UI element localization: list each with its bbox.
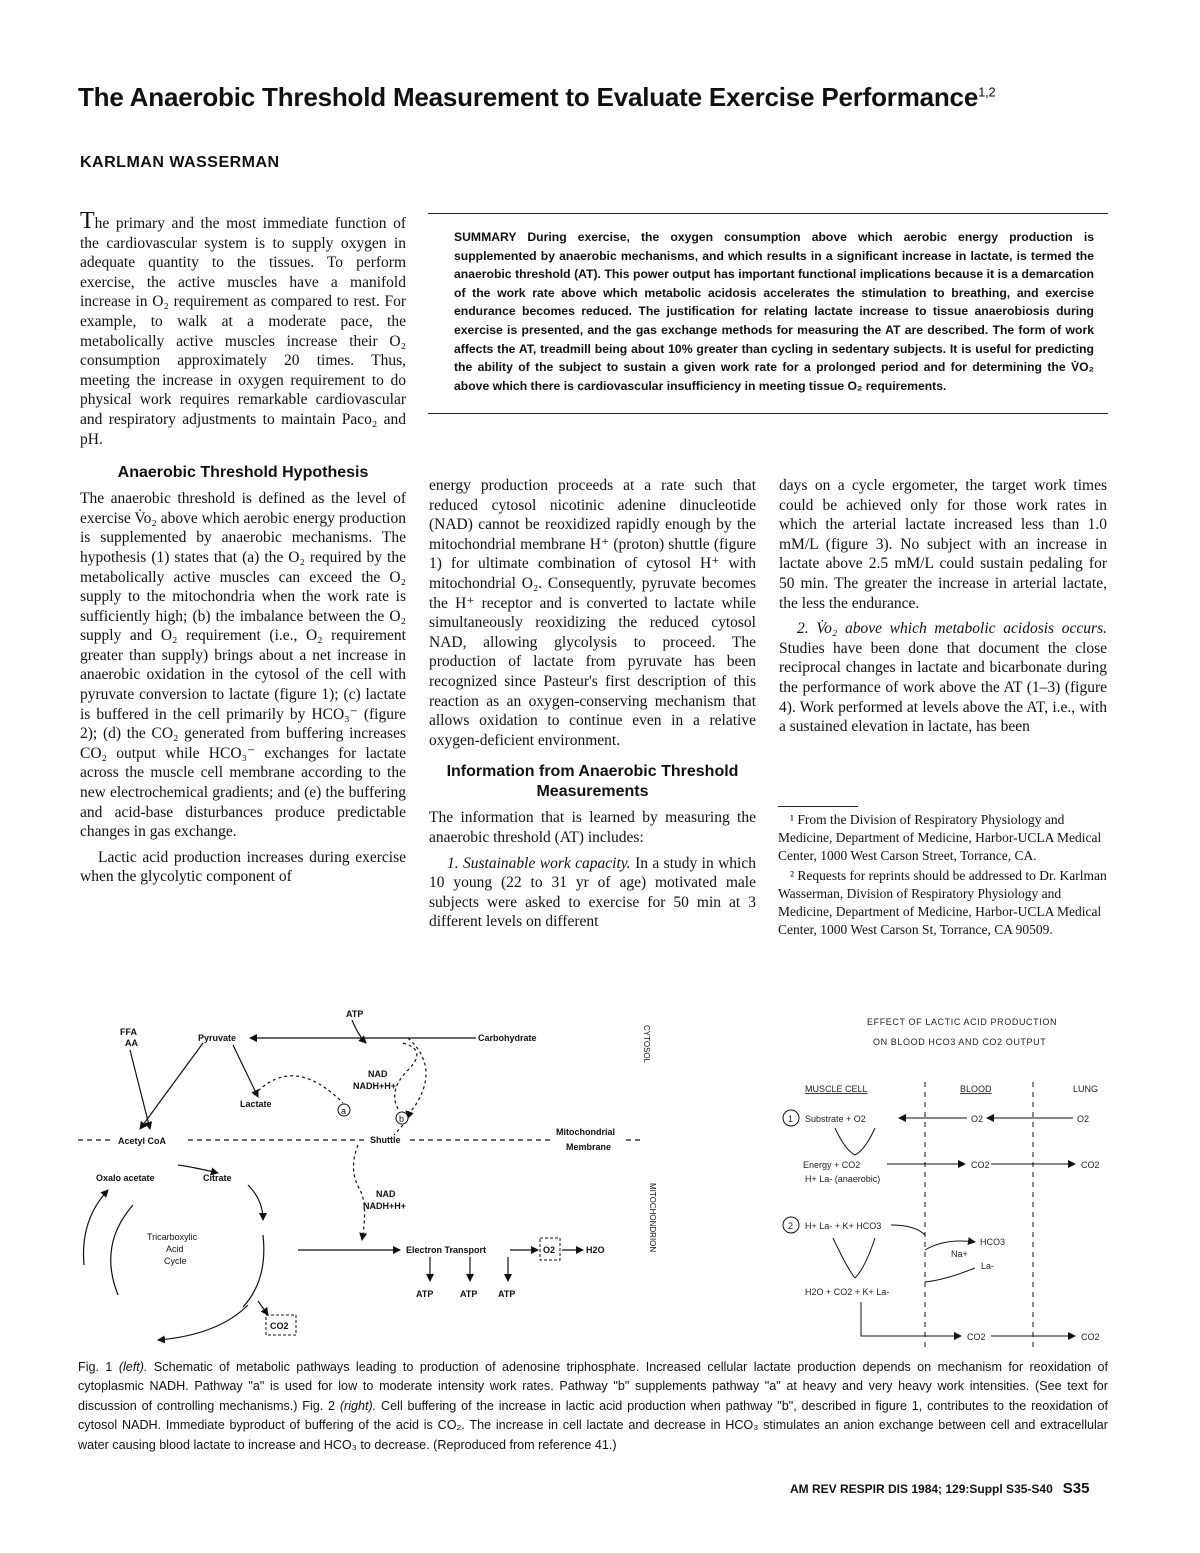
paragraph-hypothesis: The anaerobic threshold is defined as the level of exercise V̇o₂ above which aerobic energy production is supplemented by anaerobic mechanisms. The hypothesis (1) states that (a) the O₂ required by the metabolically active muscles can exceed the O₂ supply to the mitochondria when the work rate is sufficiently high; (b) the imbalance between the O₂ supply and O₂ requirement (i.e., O₂ requirement greater than supply) brings about a net increase in anaerobic oxidation in the cytosol of the cell with pyruvate conversion to lactate (figure 1); (c) lactate is buffered in the cell primarily by HCO₃⁻ (figure 2); (d) the CO₂ generated from buffering increases CO₂ output while HCO₃⁻ exchanges for lactate across the muscle cell membrane according to the new electrochemical gradients; and (e) the buffering and acid-base disturbances produce predictable changes in gas exchange. bbox=[80, 490, 406, 841]
fig1-tca-label-1: Tricarboxylic bbox=[147, 1232, 198, 1242]
fig2-blood-o2-label: O2 bbox=[971, 1114, 984, 1124]
paragraph-lactic-acid: Lactic acid production increases during exercise when the glycolytic component of bbox=[80, 848, 406, 886]
fig1-oxaloacetate-label: Oxalo acetate bbox=[96, 1173, 155, 1183]
figure-1-metabolic-pathways bbox=[78, 1005, 668, 1350]
fig1-nad-bottom-label: NAD bbox=[376, 1189, 396, 1199]
summary-text: SUMMARY During exercise, the oxygen consumption above which aerobic energy production is supplemented by anaerobic mechanisms, and which results in a significant increase in lactate, is termed the anaerobic threshold (AT). This power output has important functional implications because it is a demarcation of the work rate above which metabolic acidosis accelerates the stimulation to breathing, and exercise endurance becomes reduced. The justification for relating lactate increase to tissue anaerobiosis during exercise is presented, and the gas exchange methods for measuring the AT are described. The form of work affects the AT, treadmill being about 10% greater than cycling in sedentary subjects. It is useful for predicting the ability of the subject to sustain a given work rate for a prolonged period and for determining the V̇O₂ above which there is cardiovascular insufficiency in meeting tissue O₂ requirements. bbox=[454, 230, 1094, 393]
fig1-pyruvate-acetyl-arrow bbox=[140, 1043, 203, 1129]
fig2-h2o-co2-label: H2O + CO2 + K+ La- bbox=[805, 1287, 890, 1297]
caption-fig2-lead: Fig. 2 bbox=[302, 1398, 340, 1413]
paragraph-energy-production: energy production proceeds at a rate such that reduced cytosol nicotinic adenine dinucleotide (NAD) cannot be reoxidized rapidly enough by the mitochondrial membrane H⁺ (proton) shuttle (figure 1) for ultimate combination of cytosol H⁺ with mitochondrial O₂. Consequently, pyruvate becomes the H⁺ receptor and is converted to lactate while simultaneously reoxidizing the reduced cytosol NAD, allowing glycolysis to proceed. The production of lactate from pyruvate has been recognized since Pasteur's first description of this reaction as an oxygen-conserving mechanism that allows oxidation to continue even in a relative oxygen-deficient environment. bbox=[429, 477, 756, 749]
heading-information: Information from Anaerobic Threshold Measurements bbox=[446, 763, 739, 801]
fig1-cytosol-label: CYTOSOL bbox=[642, 1025, 651, 1064]
paragraph-sustainable-work bbox=[429, 854, 756, 932]
fig1-nadh-to-shuttle bbox=[406, 1038, 426, 1112]
paper-title bbox=[78, 82, 1138, 113]
fig2-na-label: Na+ bbox=[951, 1249, 968, 1259]
fig1-path-b-label: b bbox=[399, 1114, 405, 1124]
fig2-step-2-label: 2 bbox=[788, 1221, 794, 1231]
fig1-electron-transport-label: Electron Transport bbox=[406, 1245, 487, 1255]
fig2-buffer-branch-right bbox=[855, 1238, 875, 1278]
fig2-muscle-cell-header: MUSCLE CELL bbox=[805, 1084, 868, 1094]
fig2-substrate-branch-left bbox=[835, 1128, 855, 1155]
fig1-path-a-label: a bbox=[341, 1106, 347, 1116]
fig2-buffer-exchange bbox=[891, 1225, 925, 1235]
fig1-tca-left-arrow bbox=[84, 1190, 109, 1265]
caption-fig2-text: Cell buffering of the increase in lactic acid production when pathway "b", described in figure 1, contributes to the reoxidation of cytosol NADH. Immediate byproduct of buffering of the acid is CO₂. The increase in cell lactate and decrease in HCO₃ stimulates an anion exchange between cell and extracellular water causing blood lactate to increase and HCO₃ to decrease. (Reproduced from reference 41.) bbox=[78, 1398, 1108, 1452]
sustainable-work-lead: 1. Sustainable work capacity. bbox=[447, 854, 631, 872]
fig1-acetyl-coa-label: Acetyl CoA bbox=[118, 1136, 167, 1146]
journal-citation: AM REV RESPIR DIS 1984; 129:Suppl S35-S40 bbox=[790, 1482, 1053, 1496]
fig1-lactate-label: Lactate bbox=[240, 1099, 272, 1109]
fig2-la-exchange bbox=[925, 1268, 975, 1282]
fig2-cell-co2-path bbox=[861, 1302, 961, 1336]
fig1-o2-label: O2 bbox=[543, 1245, 556, 1255]
fig1-pyruvate-label: Pyruvate bbox=[198, 1033, 237, 1043]
fig1-carbohydrate-label: Carbohydrate bbox=[478, 1033, 537, 1043]
fig1-nadh-bottom-label: NADH+H+ bbox=[363, 1201, 407, 1211]
intro-text: he primary and the most immediate function of the cardiovascular system is to supply oxygen in adequate quantity to the tissues. To perform exercise, the active muscles have a manifold increase in O₂ requirement as compared to rest. For example, to walk at a moderate pace, the metabolically active muscles increase their O₂ consumption approximately 20 times. Thus, meeting the increase in oxygen requirement to do physical work requires remarkable cardiovascular and respiratory adjustments to maintain Paco₂ and pH. bbox=[80, 215, 406, 448]
heading-anaerobic-threshold-hypothesis: Anaerobic Threshold Hypothesis bbox=[117, 464, 369, 482]
fig2-buffer-branch-left bbox=[833, 1238, 855, 1278]
caption-fig1-side: (left). bbox=[118, 1360, 148, 1374]
fig1-b-to-shuttle bbox=[394, 1125, 403, 1135]
fig1-tca-right-arrow bbox=[248, 1185, 263, 1220]
fig2-lung-header: LUNG bbox=[1073, 1084, 1099, 1094]
intro-paragraph bbox=[80, 208, 406, 449]
fig1-atp-label-3: ATP bbox=[498, 1289, 516, 1299]
column-1 bbox=[80, 208, 406, 893]
figure-2-lactic-acid-buffering bbox=[775, 1010, 1110, 1350]
fig2-lung-o2-label: O2 bbox=[1077, 1114, 1090, 1124]
paragraph-information: The information that is learned by measuring the anaerobic threshold (AT) includes: bbox=[429, 809, 756, 846]
metabolic-acidosis-text: Studies have been done that document the close reciprocal changes in lactate and bicarbonate during the performance of work above the AT (1–3) (figure 4). Work performed at levels above the AT, i.e., with a sustained elevation in lactate, has been bbox=[779, 639, 1107, 736]
fig2-anaerobic-label: H+ La- (anaerobic) bbox=[805, 1174, 881, 1184]
fig2-step-1-label: 1 bbox=[788, 1114, 794, 1124]
fig1-path-b-curve-top bbox=[395, 1043, 417, 1109]
page-number: S35 bbox=[1062, 1480, 1090, 1497]
fig1-co2-arrow bbox=[258, 1301, 268, 1315]
fig1-co2-label: CO2 bbox=[270, 1321, 289, 1331]
fig1-citrate-label: Citrate bbox=[203, 1173, 232, 1183]
journal-footer bbox=[790, 1480, 1108, 1497]
fig1-aa-label: AA bbox=[125, 1038, 138, 1048]
fig1-atp-arrow bbox=[352, 1020, 366, 1043]
fig2-blood-co2-label-1: CO2 bbox=[971, 1160, 990, 1170]
fig2-blood-header: BLOOD bbox=[960, 1084, 992, 1094]
fig1-tca-bottom-arrow bbox=[158, 1305, 248, 1340]
figure-caption bbox=[78, 1358, 1108, 1455]
caption-fig1-lead: Fig. 1 bbox=[78, 1360, 119, 1374]
fig1-ffa-label: FFA bbox=[120, 1027, 137, 1037]
fig1-tca-left-arc bbox=[111, 1205, 133, 1295]
title-footnote-marks: 1,2 bbox=[978, 84, 996, 100]
fig1-ffa-acetyl-arrow bbox=[130, 1050, 150, 1129]
summary-box bbox=[428, 213, 1108, 414]
fig2-la-label: La- bbox=[981, 1261, 995, 1271]
fig1-atp-top-label: ATP bbox=[346, 1009, 364, 1019]
paragraph-cycle-ergometer: days on a cycle ergometer, the target work times could be achieved only for those work rates in which the arterial lactate increased less than 1.0 mM/L (figure 3). No subject with an increase in lactate above 2.5 mM/L could sustain pedaling for 50 min. The greater the increase in arterial lactate, the less the endurance. bbox=[779, 477, 1107, 612]
fig1-pyruvate-lactate-arrow bbox=[233, 1045, 258, 1097]
footnotes bbox=[778, 806, 1108, 942]
caption-fig2-side: (right). bbox=[339, 1398, 377, 1413]
fig2-title-line-2: ON BLOOD HCO3 AND CO2 OUTPUT bbox=[873, 1037, 1047, 1047]
footnote-2: ² Requests for reprints should be addressed to Dr. Karlman Wasserman, Division of Respiratory Physiology and Medicine, Department of Medicine, Harbor-UCLA Medical Center, 1000 West Carson St, Torrance, CA 90509. bbox=[778, 868, 1107, 937]
metabolic-acidosis-lead: 2. V̇o₂ above which metabolic acidosis occurs. bbox=[797, 620, 1107, 638]
fig2-buffer-label: H+ La- + K+ HCO3 bbox=[805, 1221, 882, 1231]
column-3 bbox=[779, 476, 1107, 743]
fig2-energy-label: Energy + CO2 bbox=[803, 1160, 861, 1170]
sustainable-work-text: In a study in which 10 young (22 to 31 yr of age) motivated male subjects were asked to exercise for 50 min at 3 different levels on different bbox=[429, 854, 756, 931]
fig1-nad-top-label: NAD bbox=[368, 1069, 388, 1079]
title-text: The Anaerobic Threshold Measurement to Evaluate Exercise Performance bbox=[78, 82, 979, 112]
fig2-title-line-1: EFFECT OF LACTIC ACID PRODUCTION bbox=[867, 1017, 1058, 1027]
fig1-nadh-top-label: NADH+H+ bbox=[353, 1081, 397, 1091]
fig2-blood-co2-label-2: CO2 bbox=[967, 1332, 986, 1342]
fig2-lung-co2-label-1: CO2 bbox=[1081, 1160, 1100, 1170]
footnote-rule bbox=[778, 806, 858, 807]
fig2-hco3-label: HCO3 bbox=[980, 1237, 1006, 1247]
fig1-atp-label-2: ATP bbox=[460, 1289, 478, 1299]
fig1-mitochondrion-label: MITOCHONDRION bbox=[648, 1183, 657, 1253]
fig1-membrane-label: Membrane bbox=[566, 1142, 612, 1152]
fig1-atp-label-1: ATP bbox=[416, 1289, 434, 1299]
fig1-tca-label-3: Cycle bbox=[164, 1256, 187, 1266]
author-name: KARLMAN WASSERMAN bbox=[80, 154, 280, 171]
drop-cap: T bbox=[80, 208, 95, 234]
fig1-h2o-label: H2O bbox=[586, 1245, 605, 1255]
fig2-lung-co2-label-2: CO2 bbox=[1081, 1332, 1100, 1342]
column-2 bbox=[429, 476, 756, 938]
fig1-shuttle-label: Shuttle bbox=[370, 1135, 401, 1145]
fig1-tca-label-2: Acid bbox=[166, 1244, 184, 1254]
fig2-substrate-label: Substrate + O2 bbox=[805, 1114, 866, 1124]
footnote-1: ¹ From the Division of Respiratory Physiology and Medicine, Department of Medicine, Harbor-UCLA Medical Center, 1000 West Carson Street, Torrance, CA. bbox=[778, 812, 1102, 863]
fig1-tca-top-arrow bbox=[178, 1165, 218, 1173]
fig1-tca-right-arc bbox=[243, 1235, 264, 1307]
paragraph-metabolic-acidosis bbox=[779, 619, 1107, 737]
caption-fig1-text: Schematic of metabolic pathways leading to production of adenosine triphosphate. Increased cellular lactate production depends on mechanism for reoxidation of cytoplasmic NADH. Pathway "a" is used for low to moderate intensity work rates. Pathway "b" supplements pathway "a" at heavy and very heavy work intensities. (See text for discussion of controlling mechanisms.) bbox=[78, 1360, 1108, 1413]
fig2-substrate-branch-right bbox=[855, 1128, 875, 1155]
fig1-mitochondrial-label: Mitochondrial bbox=[556, 1127, 615, 1137]
fig1-shuttle-to-nad bbox=[353, 1145, 364, 1240]
